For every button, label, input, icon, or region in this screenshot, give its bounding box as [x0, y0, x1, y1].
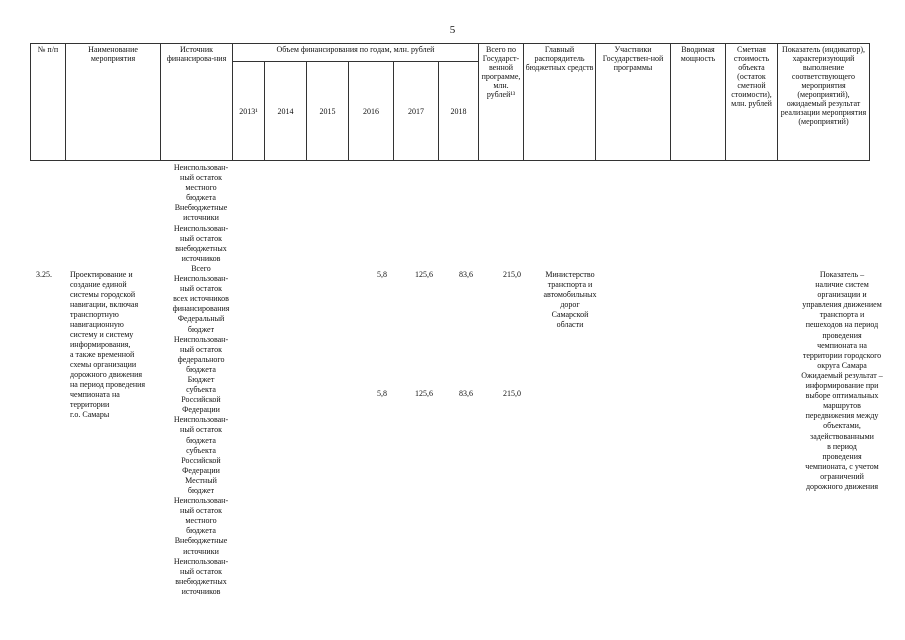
- manager-line: области: [556, 320, 584, 329]
- regional-2017: 125,6: [415, 389, 433, 398]
- source-line: ный остаток: [180, 506, 222, 516]
- event-name-line: навигации, включая: [70, 300, 139, 309]
- event-name-line: схемы организации: [70, 360, 137, 369]
- regional-2016: 5,8: [377, 389, 387, 398]
- source-line: бюджет: [187, 486, 215, 495]
- source-line: бюджет: [187, 324, 215, 334]
- header-source: Источник финансирова-ния: [161, 44, 233, 161]
- event-name-line: а также временной: [70, 350, 135, 359]
- source-line: внебюджетных: [175, 243, 227, 253]
- source-line: ный остаток: [180, 425, 222, 435]
- source-line: ный остаток: [180, 284, 222, 294]
- indicator-line: информирование при: [805, 381, 879, 391]
- event-name-line: транспортную: [70, 310, 119, 319]
- total-2017: 125,6: [415, 270, 433, 279]
- manager: [532, 270, 608, 330]
- event-name-line: дорожного движения: [70, 370, 143, 379]
- event-name-line: территории: [70, 400, 110, 409]
- total-2018: 83,6: [459, 270, 473, 279]
- source-line: источников: [181, 586, 221, 596]
- source-line: бюджета: [186, 193, 216, 203]
- source-line: Российской: [181, 455, 221, 465]
- header-no: № п/п: [31, 44, 66, 161]
- indicator-line: территории городского: [802, 350, 882, 360]
- page-number: 5: [449, 24, 456, 36]
- source-line: Федерации: [182, 405, 220, 415]
- source-line: Неиспользован-: [173, 415, 229, 425]
- indicator-line: Ожидаемый результат –: [801, 370, 883, 380]
- event-name-line: системы городской: [70, 290, 136, 299]
- indicator-line: управления движением: [802, 300, 882, 310]
- row-number: 3.25.: [36, 270, 52, 279]
- table-header: [30, 43, 870, 161]
- indicator-line: ограничений: [820, 471, 864, 481]
- indicator-line: организации и: [817, 290, 867, 300]
- source-line: местного: [185, 516, 217, 526]
- source-line: Неиспользован-: [173, 223, 229, 233]
- manager-line: автомобильных: [543, 290, 597, 299]
- source-line: источников: [181, 253, 221, 263]
- total-2016: 5,8: [377, 270, 387, 279]
- event-name: [70, 270, 165, 420]
- header-year-2015: 2015: [307, 62, 349, 161]
- header-indicator: Показатель (индикатор), характеризующий выполнение соответствующего мероприятия (мероприятий), ожидаемый результат реализации мероприятия (мероприятий): [778, 44, 870, 161]
- source-line: ный остаток: [180, 233, 222, 243]
- header-year-2016: 2016: [349, 62, 394, 161]
- source-line: Неиспользован-: [173, 556, 229, 566]
- source-line: Федеральный: [177, 314, 225, 324]
- event-name-line: навигационную: [70, 320, 124, 329]
- indicator-line: пешеходов на период: [805, 320, 879, 330]
- indicator-line: передвижения между: [805, 411, 879, 421]
- source-line: ный остаток: [180, 344, 222, 354]
- header-year-2013: 2013¹: [233, 62, 265, 161]
- regional-2018: 83,6: [459, 389, 473, 398]
- header-capacity: Вводимая мощность: [671, 44, 726, 161]
- source-line: финансирования: [172, 304, 230, 314]
- source-line: Внебюджетные: [174, 203, 228, 213]
- source-line: Неиспользован-: [173, 334, 229, 344]
- source-line: субъекта: [186, 445, 216, 455]
- source-line: бюджета: [186, 526, 216, 536]
- source-line: ный остаток: [180, 566, 222, 576]
- indicator-line: дорожного движения: [805, 481, 879, 491]
- indicator-line: задействованными: [810, 431, 874, 441]
- header-name: Наименование мероприятия: [66, 44, 161, 161]
- source-line: Внебюджетные: [174, 536, 228, 546]
- indicator-line: в период: [827, 441, 857, 451]
- source-line: источники: [183, 213, 219, 223]
- header-participants: Участники Государствен-ной программы: [596, 44, 671, 161]
- header-volume: Объем финансирования по годам, млн. рублей: [233, 44, 479, 62]
- indicator-line: проведения: [822, 330, 862, 340]
- source-line: Всего: [191, 263, 211, 273]
- event-name-line: чемпионата на: [70, 390, 120, 399]
- manager-line: дорог: [560, 300, 580, 309]
- source-line: Федерации: [182, 465, 220, 475]
- source-line: Бюджет: [187, 374, 215, 384]
- source-line: Местный: [185, 475, 217, 485]
- source-line: Российской: [181, 395, 221, 405]
- event-name-line: информирования,: [70, 340, 131, 349]
- event-name-line: на период проведения: [70, 380, 146, 389]
- manager-line: Самарской: [551, 310, 589, 319]
- event-name-line: г.о. Самары: [70, 410, 110, 419]
- manager-line: Министерство: [545, 270, 595, 279]
- header-manager: Главный распорядитель бюджетных средств: [524, 44, 596, 161]
- header-year-2018: 2018: [439, 62, 479, 161]
- source-line: внебюджетных: [175, 576, 227, 586]
- header-cost: Сметная стоимость объекта (остаток сметной стоимости), млн. рублей: [726, 44, 778, 161]
- event-name-line: Проектирование и: [70, 270, 133, 279]
- indicator-line: выборе оптимальных: [805, 391, 879, 401]
- event-name-line: систему и систему: [70, 330, 134, 339]
- source-line: Неиспользован-: [173, 163, 229, 172]
- indicator-line: наличие систем: [815, 280, 869, 290]
- source-line: местного: [185, 183, 217, 193]
- source-line: ный остаток: [180, 173, 222, 183]
- header-year-2014: 2014: [265, 62, 307, 161]
- source-line: Неиспользован-: [173, 496, 229, 506]
- source-line: федерального: [177, 354, 225, 364]
- source-line: Неиспользован-: [173, 274, 229, 284]
- header-year-2017: 2017: [394, 62, 439, 161]
- indicator-line: маршрутов: [823, 401, 861, 411]
- source-line: субъекта: [186, 385, 216, 395]
- indicator-line: округа Самара: [817, 360, 867, 370]
- indicator-line: чемпионата, с учетом: [805, 461, 879, 471]
- header-total: Всего по Государст-венной программе, млн. рублей¹³: [479, 44, 524, 161]
- indicator-line: проведения: [822, 451, 862, 461]
- total-all: 215,0: [503, 270, 521, 279]
- indicator-line: Показатель –: [819, 270, 865, 279]
- source-line: бюджета: [186, 435, 216, 445]
- source-line: всех источников: [173, 294, 229, 304]
- source-line: бюджета: [186, 364, 216, 374]
- source-list: [166, 163, 236, 597]
- event-name-line: создание единой: [70, 280, 127, 289]
- source-line: источники: [183, 546, 219, 556]
- indicator: [794, 270, 890, 492]
- indicator-line: транспорта и: [819, 310, 865, 320]
- indicator-line: объектами,: [823, 421, 861, 431]
- indicator-line: чемпионата на: [817, 340, 867, 350]
- regional-all: 215,0: [503, 389, 521, 398]
- manager-line: транспорта и: [547, 280, 593, 289]
